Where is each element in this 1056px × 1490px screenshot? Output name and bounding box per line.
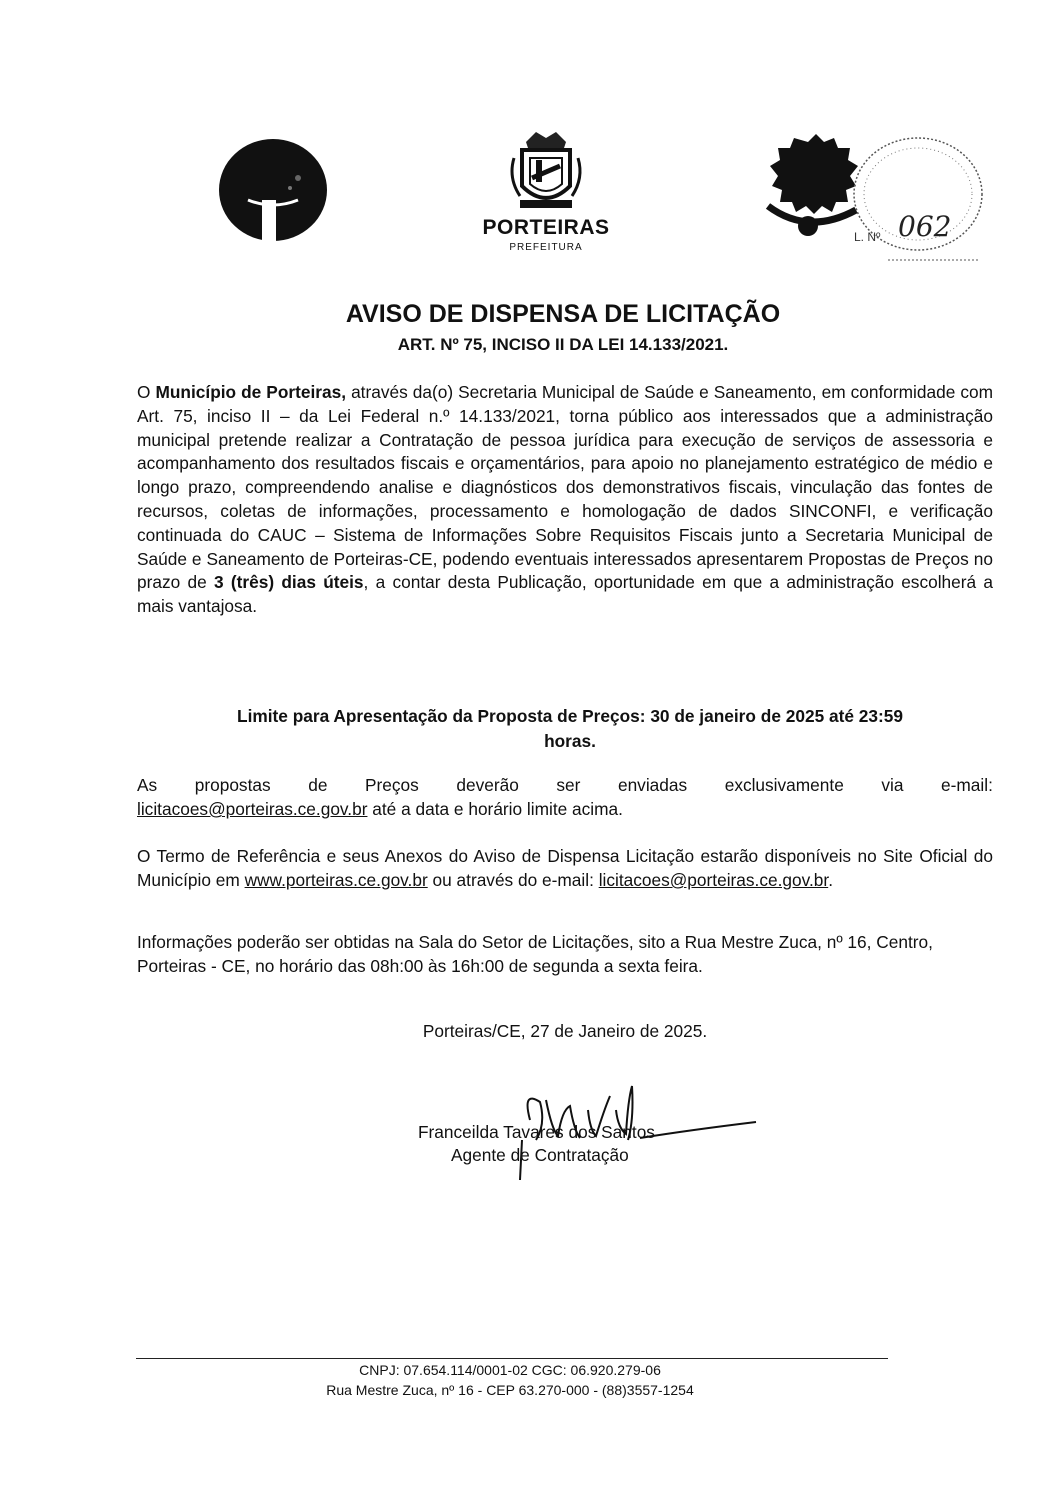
word: ser xyxy=(556,775,581,795)
limit-line-1: Limite para Apresentação da Proposta de Preços: 30 de janeiro de 2025 até 23:59 xyxy=(237,706,903,726)
document-date: Porteiras/CE, 27 de Janeiro de 2025. xyxy=(422,1021,708,1041)
footer-address: Rua Mestre Zuca, nº 16 - CEP 63.270-000 - (88)3557-1254 xyxy=(326,1382,694,1398)
p3-mid: ou através do e-mail: xyxy=(427,870,599,890)
website-link[interactable]: www.porteiras.ce.gov.br xyxy=(244,870,428,890)
limit-line-2: horas. xyxy=(544,731,596,751)
signatory-name: Franceilda Tavares dos Santos xyxy=(418,1122,655,1142)
submission-limit xyxy=(120,704,1020,754)
word: enviadas xyxy=(617,775,688,795)
municipal-crest-icon xyxy=(506,128,586,216)
email-link-2[interactable]: licitacoes@porteiras.ce.gov.br xyxy=(598,870,829,890)
info-paragraph: Informações poderão ser obtidas na Sala do Setor de Licitações, sito a Rua Mestre Zuca, nº 16, Centro, Porteiras - CE, no horário das 08h:00 às 16h:00 de segunda a sexta feira. xyxy=(137,932,933,976)
word: propostas xyxy=(194,775,271,795)
terms-paragraph xyxy=(137,844,993,892)
stamp-number: 062 xyxy=(898,210,952,243)
brand-subtitle: PREFEITURA xyxy=(509,242,583,253)
stamp-label: L. Nº xyxy=(854,230,881,244)
p1-pre: O xyxy=(137,382,156,402)
signatory-role: Agente de Contratação xyxy=(451,1145,629,1165)
porteiras-brand xyxy=(466,128,626,260)
word: e-mail: xyxy=(941,775,993,795)
word: Preços xyxy=(365,775,419,795)
p1-post: , a contar desta Publicação, oportunidade em que a administração escolherá a mais vantajosa. xyxy=(137,572,994,617)
p1-deadline: 3 (três) dias úteis xyxy=(214,572,364,593)
footer-cnpj: CNPJ: 07.654.114/0001-02 CGC: 06.920.279-06 xyxy=(359,1362,661,1378)
p3-post: . xyxy=(828,870,833,890)
word: As xyxy=(137,775,158,795)
brand-name: PORTEIRAS xyxy=(482,216,610,239)
word: exclusivamente xyxy=(724,775,844,795)
notice-paragraph xyxy=(137,381,993,619)
p3-pre: O Termo de Referência e seus Anexos do Aviso de Dispensa Licitação estarão disponíveis no Site Oficial do Município em xyxy=(137,846,993,890)
email-paragraph-line-2 xyxy=(137,797,993,821)
document-title: AVISO DE DISPENSA DE LICITAÇÃO xyxy=(345,300,781,328)
p2-post: até a data e horário limite acima. xyxy=(367,799,623,819)
document-subtitle: ART. Nº 75, INCISO II DA LEI 14.133/2021. xyxy=(397,335,729,354)
email-paragraph-line-1 xyxy=(137,773,993,797)
footer-divider xyxy=(136,1358,888,1359)
email-paragraph xyxy=(137,773,993,821)
word: deverão xyxy=(456,775,519,795)
word: via xyxy=(881,775,904,795)
word: de xyxy=(308,775,328,795)
p1-municipality: Município de Porteiras, xyxy=(155,382,347,402)
p1-text: através da(o) Secretaria Municipal de Saúde e Saneamento, em conformidade com Art. 75, inciso II – da Lei Federal n.º 14.133/2021, torna público aos interessados que a administração municipal pretende realizar a Contratação de pessoa jurídica para execução de serviços de assessoria e acompanhamento dos resultados fiscais e orçamentários, para apoio no planejamento estratégico de médio e longo prazo, compreendendo analise e diagnósticos dos demonstrativos fiscais, vinculação das fontes de recursos, coletas de informações, processamento e homologação de dados SINCONFI, e verificação continuada do CAUC – Sistema de Informações Sobre Requisitos Fiscais junto a Secretaria Municipal de Saúde e Saneamento de Porteiras-CE, podendo eventuais interessados apresentarem Propostas de Preços no prazo de xyxy=(137,382,993,593)
right-anniversary-logo-and-stamp xyxy=(758,132,990,276)
left-emblem-logo xyxy=(218,138,328,242)
email-link[interactable]: licitacoes@porteiras.ce.gov.br xyxy=(137,799,368,819)
